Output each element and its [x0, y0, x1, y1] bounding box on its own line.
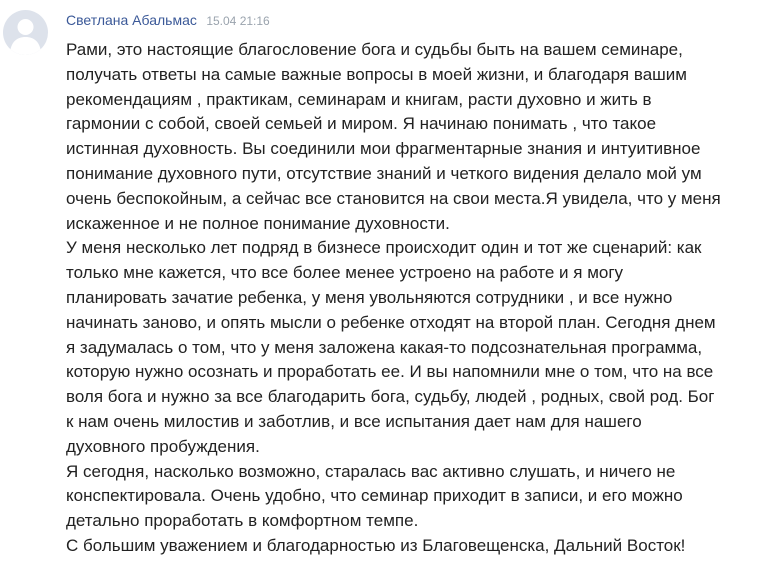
comment-text-line: только мне кажется, что все более менее устроено на работе и я могу — [66, 263, 624, 283]
comment-header — [66, 12, 270, 32]
comment-text-line: конспектировала. Очень удобно, что семинар приходит в записи, и его можно — [66, 486, 683, 506]
comment-text-line: Рами, это настоящие благословение бога и судьбы быть на вашем семинаре, — [66, 40, 683, 59]
comment-text-line: Я сегодня, насколько возможно, старалась вас активно слушать, и ничего не — [66, 461, 676, 481]
comment-text-line: начинать заново, и опять мысли о ребенке отходят на второй план. Сегодня днем — [66, 312, 716, 332]
comment-text-line: понимание духовного пути, отсутствие знаний и четкого видения делало мой ум — [66, 163, 702, 183]
comment-text-line: истинная духовность. Вы соединили мои фрагментарные знания и интуитивное — [66, 139, 701, 159]
comment-timestamp: 15.04 21:16 — [206, 14, 270, 28]
comment-text-line: которую нужно осознать и проработать ее. И вы напомнили мне о том, что на все — [66, 362, 714, 382]
avatar[interactable] — [3, 10, 48, 55]
comment-text-line: воля бога и нужно за все благодарить бога, судьбу, людей , родных, свой род. Бог — [66, 387, 715, 407]
comment-text-line: духовного пробуждения. — [66, 436, 260, 456]
comment-text-line: получать ответы на самые важные вопросы в моей жизни, и благодаря вашим — [66, 64, 687, 84]
comment-text-line: искаженное и не полное понимание духовности. — [66, 213, 450, 233]
comment-text-line: к нам очень милостив и заботлив, и все испытания дает нам для нашего — [66, 411, 642, 431]
comment-text-line: очень беспокойным, а сейчас все становится на свои места.Я увидела, что у меня — [66, 188, 721, 208]
comment-text-line: рекомендациям , практикам, семинарам и книгам, расти духовно и жить в — [66, 89, 652, 109]
comment-text-line: С большим уважением и благодарностью из Благовещенска, Дальний Восток! — [66, 535, 686, 555]
comment-text-line: гармонии с собой, своей семьей и миром. Я начинаю понимать , что такое — [66, 114, 657, 134]
comment-text-line: планировать зачатие ребенка, у меня увольняются сотрудники , и все нужно — [66, 287, 673, 307]
comment-text-line: детально проработать в комфортном темпе. — [66, 511, 419, 531]
default-user-avatar-icon — [3, 10, 48, 55]
comment-body — [66, 38, 766, 559]
comment-text-line: У меня несколько лет подряд в бизнесе происходит один и тот же сценарий: как — [66, 238, 702, 258]
comment-text-line: я задумалась о том, что у меня заложена какая-то подсознательная программа, — [66, 337, 703, 357]
author-name-link[interactable]: Светлана Абальмас — [66, 12, 197, 28]
